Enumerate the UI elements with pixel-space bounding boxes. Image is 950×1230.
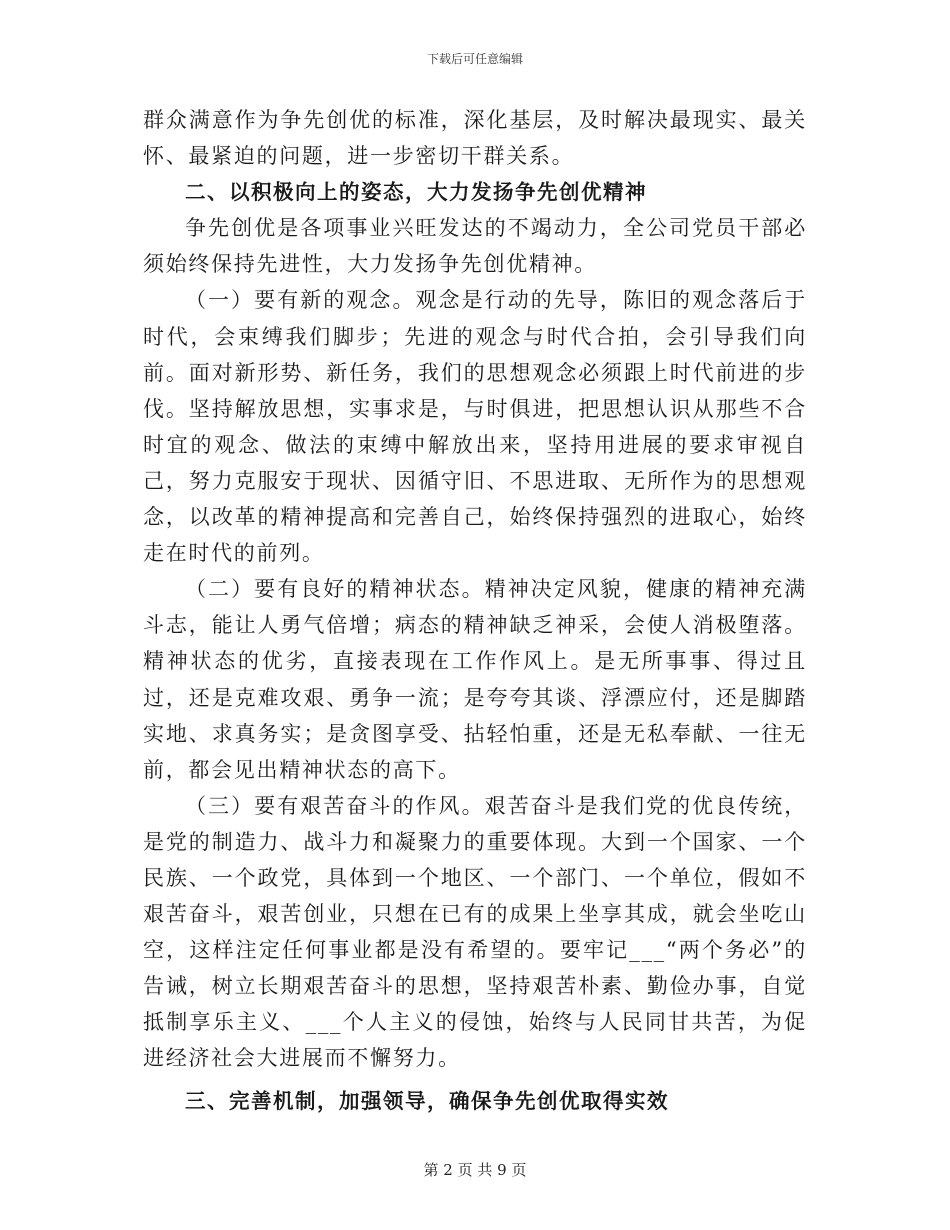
section-heading-3: 三、完善机制，加强领导，确保争先创优取得实效	[185, 1088, 669, 1113]
paragraph-intro: 争先创优是各项事业兴旺发达的不竭动力，全公司党员干部必须始终保持先进性，大力发扬争先创优精神。	[143, 216, 807, 277]
section-heading-2: 二、以积极向上的姿态，大力发扬争先创优精神	[185, 180, 647, 205]
paragraph-new-ideas: （一）要有新的观念。观念是行动的先导，陈旧的观念落后于时代，会束缚我们脚步；先进的观念与时代合拍，会引导我们向前。面对新形势、新任务，我们的思想观念必须跟上时代前进的步伐。坚持解放思想，实事求是，与时俱进，把思想认识从那些不合时宜的观念、做法的束缚中解放出来，坚持用进展的要求审视自己，努力克服安于现状、因循守旧、不思进取、无所作为的思想观念，以改革的精神提高和完善自己，始终保持强烈的进取心，始终走在时代的前列。	[143, 288, 807, 566]
document-body	[143, 102, 807, 1119]
paragraph-hard-work: （三）要有艰苦奋斗的作风。艰苦奋斗是我们党的优良传统，是党的制造力、战斗力和凝聚力的重要体现。大到一个国家、一个民族、一个政党，具体到一个地区、一个部门、一个单位，假如不艰苦奋斗，艰苦创业，只想在已有的成果上坐享其成，就会坐吃山空，这样注定任何事业都是没有希望的。要牢记___“两个务必”的告诫，树立长期艰苦奋斗的思想，坚持艰苦朴素、勤俭办事，自觉抵制享乐主义、___个人主义的侵蚀，始终与人民同甘共苦，为促进经济社会大进展而不懈努力。	[143, 793, 807, 1071]
paragraph-spirit-state: （二）要有良好的精神状态。精神决定风貌，健康的精神充满斗志，能让人勇气倍增；病态的精神缺乏神采，会使人消极堕落。精神状态的优劣，直接表现在工作作风上。是无所事事、得过且过，还是克难攻艰、勇争一流；是夸夸其谈、浮漂应付，还是脚踏实地、求真务实；是贪图享受、拈轻怕重，还是无私奉献、一往无前，都会见出精神状态的高下。	[143, 577, 807, 782]
paragraph-continuation: 群众满意作为争先创优的标准，深化基层，及时解决最现实、最关怀、最紧迫的问题，进一步密切干群关系。	[143, 108, 807, 169]
page-header: 下载后可任意编辑	[426, 52, 523, 66]
page-footer: 第 2 页 共 9 页	[423, 1161, 527, 1179]
